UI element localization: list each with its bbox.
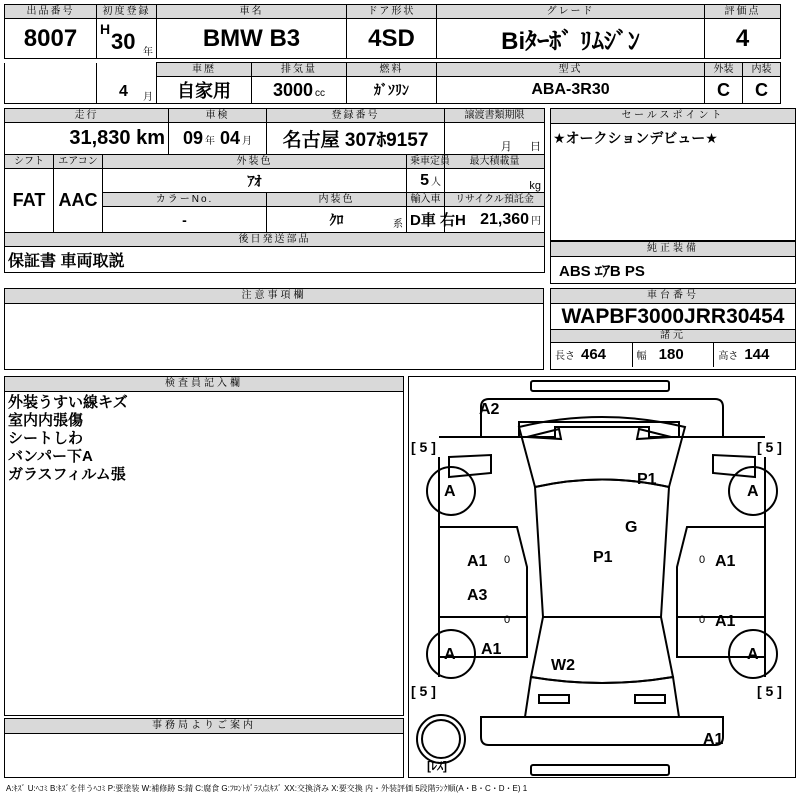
office-box [4,718,404,778]
spec-width-value: 180 [658,346,684,363]
spec-width [633,343,715,367]
tire-tread-front-right: [ 5 ] [757,439,782,455]
tire-mark: A [444,646,456,663]
spare-label: [ﾚｽ] [427,759,447,773]
first-reg-month [97,63,157,104]
year-value: 30 [111,29,136,54]
damage-mark: P1 [593,549,613,566]
int-color [267,207,407,233]
month-unit: 月 [143,92,153,103]
car-name-label: 車名 [157,5,347,19]
aircon-label: エアコン [54,155,103,169]
year-unit: 年 [143,47,153,58]
tire-tread-front-left: [ 5 ] [411,439,436,455]
sales-point: ★オークションデビュー★ [553,130,718,146]
door-label: ドア形状 [347,5,437,19]
damage-mark: A1 [467,553,488,570]
inspector-box [4,376,404,716]
registration: 名古屋 307ﾎ9157 [267,123,445,155]
inspection-label: 車検 [169,109,267,123]
shift-label: シフト [5,155,54,169]
damage-mark: A1 [715,613,736,630]
damage-mark: G [625,519,638,536]
mileage-value: 31,830 [69,127,131,149]
month-value: 4 [119,82,128,100]
inspector-note: シートしわ [8,430,84,447]
spec-length [551,343,633,367]
trunk [525,677,679,717]
capacity-value: 5 [420,171,430,189]
sales-point-label: セールスポイント [551,109,795,124]
int-color-value: ｸﾛ [329,211,344,228]
header-table [4,4,781,59]
import-label: 輸入車 [407,193,445,207]
inspector-note: バンパー下A [8,448,93,465]
spec-height [714,343,795,367]
rear-panel [481,717,723,745]
lot-no: 8007 [5,19,97,59]
history: 自家用 [157,77,252,104]
displacement-label: 排気量 [252,63,347,77]
fuel: ｶﾞｿﾘﾝ [347,77,437,104]
first-reg-year [97,19,157,59]
displacement [252,77,347,104]
details-table [4,108,545,273]
displacement-value: 3000 [272,79,314,100]
inspection [169,123,267,155]
model-label: 型式 [437,63,705,77]
mirrors [449,455,755,477]
exterior-label: 外装 [705,63,743,77]
shift: FAT [5,169,54,233]
ext-color-label: 外装色 [103,155,407,169]
damage-mark: A3 [467,587,488,604]
notes-label: 注意事項欄 [5,289,543,304]
rear-bumper [531,765,669,775]
recycle-value: 21,360 [480,210,530,228]
svg-text:0: 0 [504,554,511,566]
grade-label: グレード [437,5,705,19]
aircon: AAC [54,169,103,233]
mileage-label: 走行 [5,109,169,123]
notes-box [4,288,544,370]
transfer-day: 日 [530,141,542,153]
damage-mark: W2 [551,657,575,674]
mileage-unit: km [136,127,166,149]
capacity-unit: 人 [431,176,442,188]
inspection-year-unit: 年 [205,136,215,147]
grade: Biﾀｰﾎﾞ ﾘﾑｼﾞﾝ [437,19,705,59]
transfer-label: 譲渡書類期限 [445,109,545,123]
chassis-box [550,288,796,370]
specs-label: 諸元 [551,330,795,343]
model: ABA-3R30 [437,77,705,104]
inspector-notes [5,392,403,484]
history-label: 車歴 [157,63,252,77]
spec-width-label: 幅 [636,351,647,362]
header-row2 [4,62,781,104]
ext-color: ｱｵ [103,169,407,193]
later-parts: 保証書 車両取説 [5,247,545,273]
door-type: 4SD [347,19,437,59]
sales-point-box [550,108,796,241]
int-color-label: 内装色 [267,193,407,207]
spec-length-label: 長さ [555,351,575,362]
tire-mark: A [747,646,759,663]
registration-label: 登録番号 [267,109,445,123]
svg-text:0: 0 [699,614,706,626]
spec-length-value: 464 [581,346,607,363]
damage-mark: A1 [703,731,724,748]
front-bumper [531,381,669,391]
later-parts-label: 後日発送部品 [5,233,545,247]
inspector-note: 外装うすい線キズ [8,394,128,411]
front-doors [439,527,765,617]
era: H [100,21,111,37]
mileage [5,123,169,155]
tire-tread-rear-left: [ 5 ] [411,683,436,699]
inspector-note: ガラスフィルム張 [8,466,126,483]
damage-mark: A1 [715,553,736,570]
damage-mark: A2 [479,401,500,418]
max-load: kg [445,169,545,193]
exterior-grade: C [705,77,743,104]
color-no-label: カラーNo. [103,193,267,207]
hood-line [439,422,765,437]
recycle-label: リサイクル預託金 [445,193,545,207]
inspection-month: 04 [220,128,241,148]
svg-text:0: 0 [504,614,511,626]
fuel-label: 燃料 [347,63,437,77]
spec-height-value: 144 [744,346,770,363]
inspector-note: 室内内張傷 [8,412,84,429]
capacity [407,169,445,193]
genuine-equipment: ABS ｴｱB PS [559,263,645,280]
int-color-unit: 系 [393,219,404,230]
inspection-month-unit: 月 [242,136,253,147]
genuine-label: 純正装備 [551,242,795,257]
tire-tread-rear-right: [ 5 ] [757,683,782,699]
recycle-unit: 円 [531,215,542,227]
svg-text:0: 0 [699,554,706,566]
genuine-box [550,241,796,284]
capacity-label: 乗車定員 [407,155,445,169]
tire-mark: A [444,483,456,500]
damage-mark: P1 [637,471,657,488]
score-label: 評価点 [705,5,781,19]
first-reg-label: 初度登録 [97,5,157,19]
chassis-label: 車台番号 [551,289,795,304]
color-no: - [103,207,267,233]
lot-no-label: 出品番号 [5,5,97,19]
inspector-label: 検査員記入欄 [5,377,403,392]
car-diagram-box [408,376,796,778]
car-diagram [409,377,795,777]
tire-mark: A [747,483,759,500]
chassis-number: WAPBF3000JRR30454 [551,304,795,330]
transfer-month: 月 [500,141,512,153]
inspection-year: 09 [182,128,203,148]
spec-height-label: 高さ [718,351,739,362]
interior-grade: C [743,77,781,104]
office-label: 事務局よりご案内 [5,719,403,734]
car-name: BMW B3 [157,19,347,59]
spare-tire [417,715,465,763]
transfer [445,123,545,155]
import [407,207,466,233]
interior-label: 内装 [743,63,781,77]
displacement-unit: cc [315,87,326,99]
damage-mark: A1 [481,641,502,658]
score: 4 [705,19,781,59]
import-type: D車 [410,212,436,229]
legend: A:ｷｽﾞ U:ﾍｺﾐ B:ｷｽﾞを伴うﾍｺﾐ P:要塗装 W:補修跡 S:錆 C:腐食 G:ﾌﾛﾝﾄｶﾞﾗｽ点ｷｽﾞ XX:交換済み X:要交換 内・外装評価 5段階ﾗﾝｸ順(A・B・C・D・E) 1 [6,784,528,793]
specs-row [551,343,795,367]
max-load-label: 最大積載量 [445,155,545,169]
lot-no-blank [5,63,97,104]
handle: 右H [440,212,466,229]
